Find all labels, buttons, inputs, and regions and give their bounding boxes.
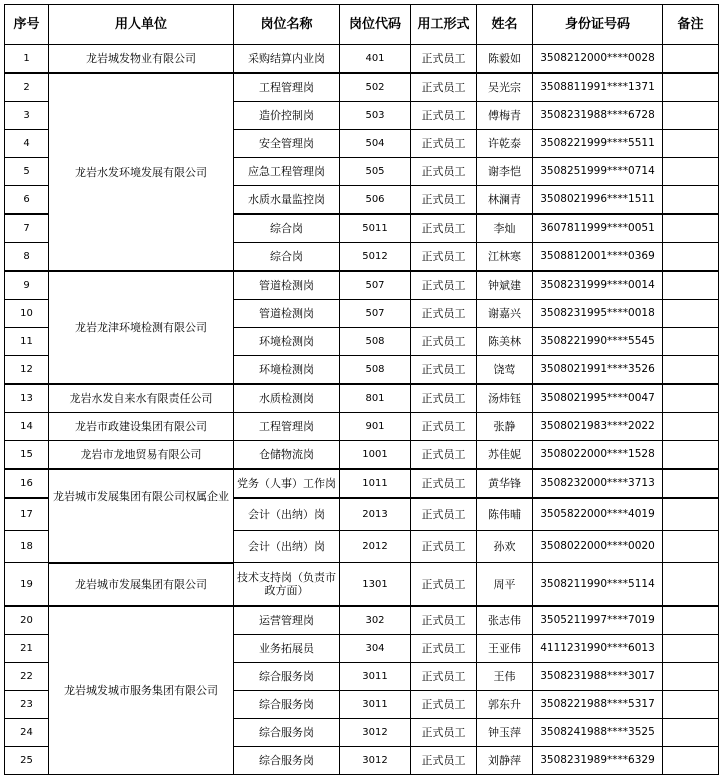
note-cell [663,663,719,691]
type-cell: 正式员工 [411,356,477,385]
code-cell: 508 [340,356,411,385]
name-cell: 黄华锋 [477,469,533,498]
position-cell: 综合服务岗 [234,691,340,719]
type-cell: 正式员工 [411,73,477,102]
code-cell: 2012 [340,531,411,563]
id-cell: 3508221988****5317 [533,691,663,719]
unit-cell: 龙岩龙津环境检测有限公司 [49,271,234,384]
id-cell: 3508232000****3713 [533,469,663,498]
name-cell: 谢嘉兴 [477,300,533,328]
position-cell: 综合岗 [234,243,340,272]
unit-cell: 龙岩市政建设集团有限公司 [49,413,234,441]
code-cell: 504 [340,130,411,158]
seq-cell: 7 [5,214,49,243]
unit-cell: 龙岩城发物业有限公司 [49,45,234,74]
seq-cell: 4 [5,130,49,158]
position-cell: 管道检测岗 [234,271,340,300]
code-cell: 3012 [340,719,411,747]
id-cell: 3508021983****2022 [533,413,663,441]
table-row [5,563,719,607]
note-cell [663,300,719,328]
id-cell: 3508022000****0020 [533,531,663,563]
table-row [5,413,719,441]
seq-cell: 8 [5,243,49,272]
code-cell: 503 [340,102,411,130]
code-cell: 5012 [340,243,411,272]
header-position: 岗位名称 [234,5,340,45]
seq-cell: 2 [5,73,49,102]
id-cell: 3508251999****0714 [533,158,663,186]
note-cell [663,747,719,775]
type-cell: 正式员工 [411,469,477,498]
seq-cell: 1 [5,45,49,74]
name-cell: 孙欢 [477,531,533,563]
type-cell: 正式员工 [411,243,477,272]
code-cell: 1001 [340,441,411,470]
header-unit: 用人单位 [49,5,234,45]
seq-cell: 12 [5,356,49,385]
seq-cell: 16 [5,469,49,498]
type-cell: 正式员工 [411,384,477,413]
note-cell [663,498,719,531]
name-cell: 郭东升 [477,691,533,719]
code-cell: 401 [340,45,411,74]
type-cell: 正式员工 [411,691,477,719]
header-name: 姓名 [477,5,533,45]
table-row [5,73,719,102]
id-cell: 3505822000****4019 [533,498,663,531]
type-cell: 正式员工 [411,130,477,158]
seq-cell: 5 [5,158,49,186]
position-cell: 采购结算内业岗 [234,45,340,74]
type-cell: 正式员工 [411,563,477,607]
seq-cell: 9 [5,271,49,300]
type-cell: 正式员工 [411,719,477,747]
note-cell [663,271,719,300]
type-cell: 正式员工 [411,186,477,215]
name-cell: 林澜青 [477,186,533,215]
note-cell [663,531,719,563]
header-row [5,5,719,45]
position-cell: 综合服务岗 [234,719,340,747]
type-cell: 正式员工 [411,606,477,635]
table-row [5,441,719,470]
seq-cell: 18 [5,531,49,563]
position-cell: 综合服务岗 [234,747,340,775]
id-cell: 3508221990****5545 [533,328,663,356]
name-cell: 王亚伟 [477,635,533,663]
seq-cell: 20 [5,606,49,635]
note-cell [663,563,719,607]
position-cell: 应急工程管理岗 [234,158,340,186]
seq-cell: 3 [5,102,49,130]
id-cell: 3508231989****6329 [533,747,663,775]
note-cell [663,214,719,243]
note-cell [663,469,719,498]
name-cell: 钟玉萍 [477,719,533,747]
unit-cell: 龙岩城市发展集团有限公司 [49,563,234,607]
seq-cell: 23 [5,691,49,719]
name-cell: 许乾泰 [477,130,533,158]
position-cell: 安全管理岗 [234,130,340,158]
seq-cell: 13 [5,384,49,413]
header-seq: 序号 [5,5,49,45]
id-cell: 3508021996****1511 [533,186,663,215]
type-cell: 正式员工 [411,271,477,300]
table-row [5,45,719,74]
name-cell: 苏佳妮 [477,441,533,470]
table-row [5,606,719,635]
code-cell: 2013 [340,498,411,531]
code-cell: 506 [340,186,411,215]
position-cell: 管道检测岗 [234,300,340,328]
code-cell: 3011 [340,663,411,691]
code-cell: 1011 [340,469,411,498]
code-cell: 304 [340,635,411,663]
id-cell: 4111231990****6013 [533,635,663,663]
type-cell: 正式员工 [411,441,477,470]
employee-table [4,4,719,775]
note-cell [663,243,719,272]
position-cell: 工程管理岗 [234,413,340,441]
name-cell: 江林寒 [477,243,533,272]
name-cell: 刘静萍 [477,747,533,775]
code-cell: 302 [340,606,411,635]
name-cell: 汤炜钰 [477,384,533,413]
unit-cell: 龙岩城发城市服务集团有限公司 [49,606,234,775]
note-cell [663,384,719,413]
name-cell: 陈伟晡 [477,498,533,531]
header-note: 备注 [663,5,719,45]
code-cell: 5011 [340,214,411,243]
header-type: 用工形式 [411,5,477,45]
type-cell: 正式员工 [411,158,477,186]
type-cell: 正式员工 [411,531,477,563]
code-cell: 507 [340,271,411,300]
code-cell: 502 [340,73,411,102]
type-cell: 正式员工 [411,328,477,356]
id-cell: 3508812001****0369 [533,243,663,272]
seq-cell: 22 [5,663,49,691]
code-cell: 505 [340,158,411,186]
note-cell [663,719,719,747]
position-cell: 综合岗 [234,214,340,243]
seq-cell: 25 [5,747,49,775]
type-cell: 正式员工 [411,635,477,663]
name-cell: 谢李恺 [477,158,533,186]
name-cell: 王伟 [477,663,533,691]
type-cell: 正式员工 [411,102,477,130]
type-cell: 正式员工 [411,214,477,243]
header-code: 岗位代码 [340,5,411,45]
code-cell: 508 [340,328,411,356]
id-cell: 3508212000****0028 [533,45,663,74]
code-cell: 3011 [340,691,411,719]
type-cell: 正式员工 [411,413,477,441]
seq-cell: 15 [5,441,49,470]
position-cell: 仓储物流岗 [234,441,340,470]
code-cell: 507 [340,300,411,328]
name-cell: 张志伟 [477,606,533,635]
note-cell [663,441,719,470]
seq-cell: 17 [5,498,49,531]
position-cell: 党务（人事）工作岗 [234,469,340,498]
code-cell: 1301 [340,563,411,607]
table-row [5,469,719,498]
unit-cell: 龙岩水发自来水有限责任公司 [49,384,234,413]
name-cell: 傅梅青 [477,102,533,130]
position-cell: 运营管理岗 [234,606,340,635]
unit-cell: 龙岩市龙地贸易有限公司 [49,441,234,470]
note-cell [663,158,719,186]
note-cell [663,328,719,356]
note-cell [663,691,719,719]
note-cell [663,635,719,663]
name-cell: 陈毅如 [477,45,533,74]
type-cell: 正式员工 [411,300,477,328]
note-cell [663,356,719,385]
id-cell: 3508231995****0018 [533,300,663,328]
id-cell: 3508241988****3525 [533,719,663,747]
table-row [5,384,719,413]
table-row [5,271,719,300]
note-cell [663,186,719,215]
name-cell: 陈美林 [477,328,533,356]
type-cell: 正式员工 [411,663,477,691]
note-cell [663,45,719,74]
type-cell: 正式员工 [411,498,477,531]
type-cell: 正式员工 [411,45,477,74]
seq-cell: 21 [5,635,49,663]
position-cell: 水质水量监控岗 [234,186,340,215]
header-id: 身份证号码 [533,5,663,45]
id-cell: 3508021991****3526 [533,356,663,385]
id-cell: 3508811991****1371 [533,73,663,102]
id-cell: 3508231988****6728 [533,102,663,130]
position-cell: 综合服务岗 [234,663,340,691]
name-cell: 钟斌建 [477,271,533,300]
position-cell: 会计（出纳）岗 [234,531,340,563]
note-cell [663,606,719,635]
note-cell [663,73,719,102]
unit-cell: 龙岩水发环境发展有限公司 [49,73,234,271]
position-cell: 环境检测岗 [234,356,340,385]
code-cell: 3012 [340,747,411,775]
seq-cell: 6 [5,186,49,215]
seq-cell: 24 [5,719,49,747]
seq-cell: 10 [5,300,49,328]
position-cell: 工程管理岗 [234,73,340,102]
name-cell: 张静 [477,413,533,441]
position-cell: 水质检测岗 [234,384,340,413]
id-cell: 3508021995****0047 [533,384,663,413]
name-cell: 周平 [477,563,533,607]
code-cell: 901 [340,413,411,441]
position-cell: 会计（出纳）岗 [234,498,340,531]
id-cell: 3508211990****5114 [533,563,663,607]
id-cell: 3508022000****1528 [533,441,663,470]
id-cell: 3508231988****3017 [533,663,663,691]
note-cell [663,102,719,130]
seq-cell: 19 [5,563,49,607]
seq-cell: 11 [5,328,49,356]
id-cell: 3508231999****0014 [533,271,663,300]
name-cell: 饶莺 [477,356,533,385]
position-cell: 造价控制岗 [234,102,340,130]
id-cell: 3505211997****7019 [533,606,663,635]
name-cell: 吴光宗 [477,73,533,102]
position-cell: 技术支持岗（负责市政方面） [234,563,340,607]
position-cell: 业务拓展员 [234,635,340,663]
type-cell: 正式员工 [411,747,477,775]
seq-cell: 14 [5,413,49,441]
unit-cell: 龙岩城市发展集团有限公司权属企业 [49,469,234,563]
code-cell: 801 [340,384,411,413]
note-cell [663,413,719,441]
id-cell: 3508221999****5511 [533,130,663,158]
name-cell: 李灿 [477,214,533,243]
id-cell: 3607811999****0051 [533,214,663,243]
position-cell: 环境检测岗 [234,328,340,356]
note-cell [663,130,719,158]
